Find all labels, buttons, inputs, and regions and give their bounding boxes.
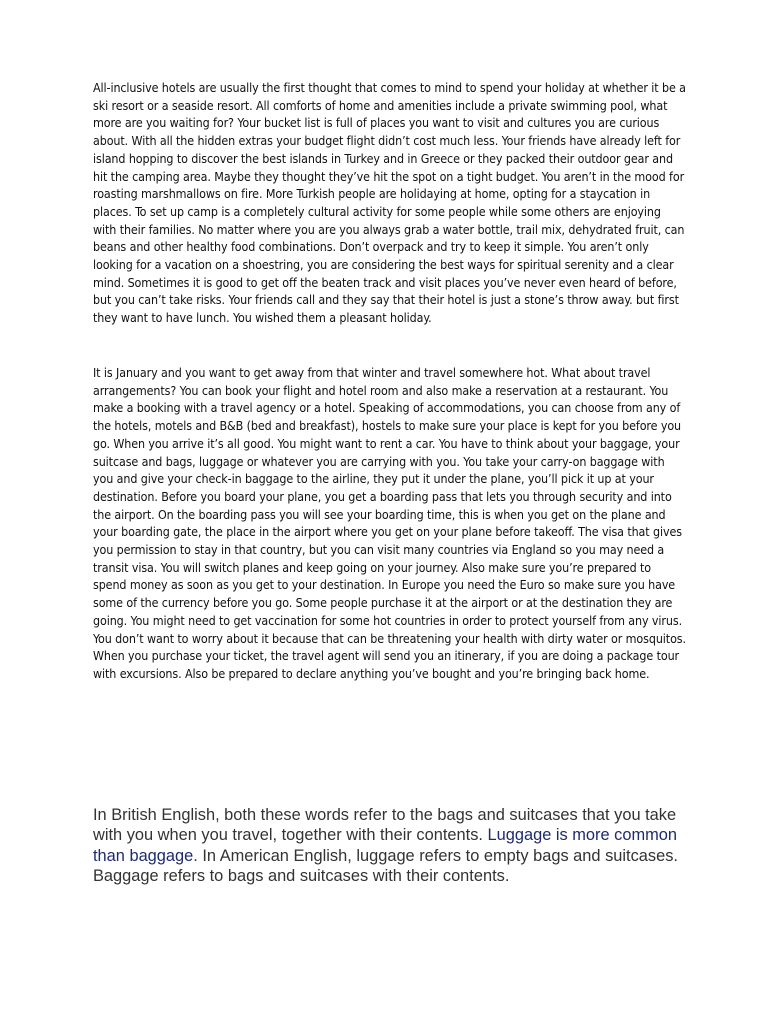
paragraph-travel-arrangements: It is January and you want to get away from that winter and travel somewhere hot. What about travel arrangements? You can book your flight and hotel room and also make a reservation at a restaurant. You make a booking with a travel agency or a hotel. Speaking of accommodations, you can choose from any of the hotels, motels and B&B (bed and breakfast), hostels to make sure your place is kept for you before you go. When you arrive it’s all good. You might want to rent a car. You have to think about your baggage, your suitcase and bags, luggage or whatever you are carrying with you. You take your carry-on baggage with you and give your check-in baggage to the airline, they put it under the plane, you’ll pick it up at your destination. Before you board your plane, you get a boarding pass that lets you through security and into the airport. On the boarding pass you will see your boarding time, this is when you get on the plane and your boarding gate, the place in the airport where you get on your plane before takeoff. The visa that gives you permission to stay in that country, but you can visit many countries via England so you may need a transit visa. You will switch planes and keep going on your journey. Also make sure you’re prepared to spend money as soon as you get to your destination. In Europe you need the Euro so make sure you have some of the currency before you go. Some people purchase it at the airport or at the destination they are going. You might need to get vaccination for some hot countries in order to protect yourself from any virus. You don’t want to worry about it because that can be threatening your health with dirty water or mosquitos. When you purchase your ticket, the travel agent will send you an itinerary, if you are doing a package tour with excursions. Also be prepared to declare anything you’ve bought and you’re bringing back home. [93,365,686,681]
paragraph-all-inclusive-hotels: All-inclusive hotels are usually the first thought that comes to mind to spend your holiday at whether it be a ski resort or a seaside resort. All comforts of home and amenities include a private swimming pool, what more are you waiting for? Your bucket list is full of places you want to visit and cultures you are curious about. With all the hidden extras your budget flight didn’t cost much less. Your friends have already left for island hopping to discover the best islands in Turkey and in Greece or they packed their outdoor gear and hit the camping area. Maybe they thought they’ve hit the spot on a tight budget. You aren’t in the mood for roasting marshmallows on fire. More Turkish people are holidaying at home, opting for a staycation in places. To set up camp is a completely cultural activity for some people while some others are enjoying with their families. No matter where you are you always grab a water bottle, trail mix, dehydrated fruit, can beans and other healthy food combinations. Don’t overpack and try to keep it simple. You aren’t only looking for a vacation on a shoestring, you are considering the best ways for spiritual serenity and a clear mind. Sometimes it is good to get off the beaten track and visit places you’ve never even heard of before, but you can’t take risks. Your friends call and they say that their hotel is just a stone’s throw away. but first they want to have lunch. You wished them a pleasant holiday. [93,80,686,326]
note-text-after: . In American English, luggage refers to empty bags and suitcases. Baggage refers to bags and suitcases with their contents. [93,846,678,886]
note-text-before: In British English, both these words refer to the bags and suitcases that you take with you when you travel, together with their contents. [93,806,677,845]
luggage-baggage-note [93,805,693,887]
note-highlight: Luggage is more common than baggage [93,826,678,865]
